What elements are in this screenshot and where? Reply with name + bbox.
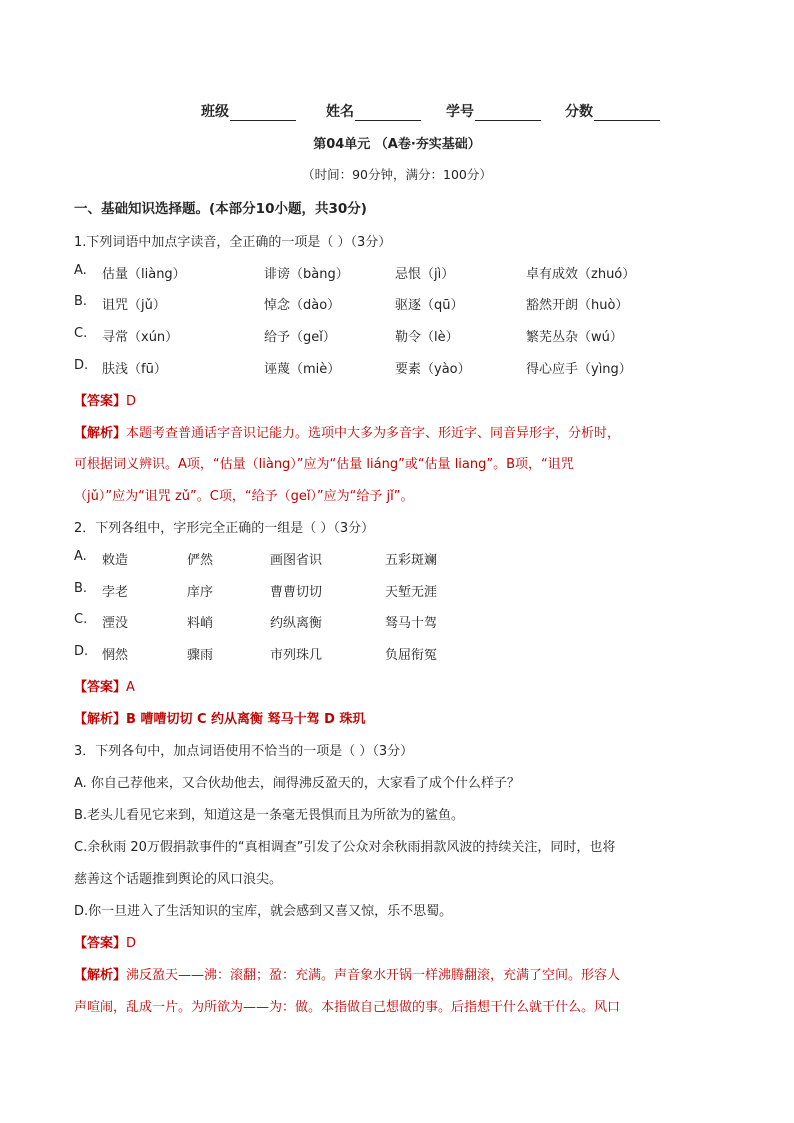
question-1-explanation-line: 可根据词义辨识。A项，“估量（liàng）”应为“估量 liáng”或“估量 liang”。B项，“诅咒 (74, 457, 574, 472)
option-letter: C. (74, 326, 88, 341)
class-label: 班级 (201, 104, 229, 120)
id-label: 学号 (446, 104, 474, 120)
class-field (201, 101, 296, 121)
option-word: 市列珠几 (270, 648, 323, 663)
answer-value: D (126, 394, 137, 409)
question-1-answer (74, 390, 136, 409)
option-word: 敕造 (102, 553, 129, 568)
option-word: 约纵离衡 (270, 616, 323, 631)
page-title: 第04单元 （A卷·夯实基础） (313, 137, 481, 152)
question-1-explanation-line: （jǔ）”应为“诅咒 zǔ”。C项，“给予（geǐ）”应为“给予 jǐ”。 (74, 489, 414, 504)
answer-label: 【答案】 (74, 394, 127, 409)
option-word: 要素（yào） (395, 362, 471, 377)
option-word: 得心应手（yìng） (526, 362, 632, 377)
option-word: 悼念（dào） (264, 298, 341, 313)
question-2-stem: 2．下列各组中，字形完全正确的一组是（ ）（3分） (74, 521, 375, 536)
option-word: 估量（liàng） (102, 267, 186, 282)
answer-value: D (126, 936, 137, 951)
option-word: 孛老 (102, 585, 129, 600)
question-3-stem: 3．下列各句中，加点词语使用不恰当的一项是（ ）（3分） (74, 744, 414, 759)
question-2-answer (74, 676, 135, 695)
student-id-field (446, 101, 541, 121)
option-letter: A. (74, 263, 87, 278)
option-word: 繁芜丛杂（wú） (526, 330, 623, 345)
name-field (326, 101, 421, 121)
option-word: 驽马十驾 (385, 616, 438, 631)
name-blank[interactable] (355, 106, 421, 121)
option-word: 负屈衔冤 (385, 648, 438, 663)
section-heading: 一、基础知识选择题。(本部分10小题，共30分) (74, 201, 367, 217)
analysis-label: 【解析】 (74, 968, 127, 983)
explanation-text: 沸反盈天——沸：滚翻；盈：充满。声音象水开锅一样沸腾翻滚，充满了空间。形容人 (126, 968, 621, 983)
option-letter: C. (74, 612, 88, 627)
option-word: 卓有成效（zhuó） (526, 267, 636, 282)
option-letter: D. (74, 644, 89, 659)
option-word: 曹曹切切 (270, 585, 323, 600)
question-3-option: A. 你自己荐他来，又合伙劫他去，闹得沸反盈天的，大家看了成个什么样子？ (74, 776, 520, 791)
score-blank[interactable] (594, 106, 660, 121)
question-3-option: D.你一旦进入了生活知识的宝库，就会感到又喜又惊，乐不思蜀。 (74, 904, 453, 919)
analysis-label: 【解析】 (74, 712, 127, 727)
option-word: 骤雨 (187, 648, 214, 663)
option-word: 豁然开朗（huò） (526, 298, 629, 313)
option-word: 庠序 (187, 585, 214, 600)
option-letter: D. (74, 358, 89, 373)
option-word: 俨然 (187, 553, 214, 568)
option-word: 湮没 (102, 616, 129, 631)
option-word: 画图省识 (270, 553, 323, 568)
option-letter: B. (74, 581, 88, 596)
explanation-text: 本题考查普通话字音识记能力。选项中大多为多音字、形近字、同音异形字，分析时， (126, 426, 621, 441)
option-word: 驱逐（qū） (395, 298, 464, 313)
option-letter: A. (74, 549, 87, 564)
option-word: 诽谤（bàng） (264, 267, 349, 282)
class-blank[interactable] (230, 106, 296, 121)
question-3-answer (74, 932, 136, 951)
option-word: 天堑无涯 (385, 585, 438, 600)
question-3-option: C.余秋雨 20万假捐款事件的“真相调查”引发了公众对余秋雨捐款风波的持续关注，同时，也将 (74, 840, 616, 855)
question-3-explanation-line: 声喧闹，乱成一片。为所欲为——为：做。本指做自己想做的事。后指想干什么就干什么。风口 (74, 1000, 621, 1015)
analysis-label: 【解析】 (74, 426, 127, 441)
option-word: 寻常（xún） (102, 330, 179, 345)
option-letter: B. (74, 294, 88, 309)
option-word: 给予（geǐ） (264, 330, 336, 345)
answer-value: A (126, 680, 135, 695)
question-2-explanation (74, 708, 365, 727)
question-1-stem: 1.下列词语中加点字读音，全正确的一项是（ ）（3分） (74, 235, 392, 250)
answer-label: 【答案】 (74, 936, 127, 951)
option-word: 惘然 (102, 648, 129, 663)
score-field (565, 101, 660, 121)
question-1-explanation-line (74, 422, 620, 441)
option-word: 勒令（lè） (395, 330, 459, 345)
question-3-option-continued: 慈善这个话题推到舆论的风口浪尖。 (74, 872, 283, 887)
name-label: 姓名 (326, 104, 354, 120)
option-word: 忌恨（jì） (395, 267, 455, 282)
id-blank[interactable] (475, 106, 541, 121)
option-word: 料峭 (187, 616, 214, 631)
option-word: 五彩斑斓 (385, 553, 438, 568)
option-word: 肤浅（fū） (102, 362, 167, 377)
question-3-explanation-line (74, 964, 620, 983)
option-word: 诬蔑（miè） (264, 362, 341, 377)
question-3-option: B.老头儿看见它来到，知道这是一条毫无畏惧而且为所欲为的鲨鱼。 (74, 808, 465, 823)
answer-label: 【答案】 (74, 680, 127, 695)
page-subtitle: （时间：90分钟，满分：100分） (302, 167, 492, 182)
score-label: 分数 (565, 104, 593, 120)
option-word: 诅咒（jǔ） (102, 298, 166, 313)
explanation-text: B 嘈嘈切切 C 约从离衡 驽马十驾 D 珠玑 (126, 712, 366, 727)
